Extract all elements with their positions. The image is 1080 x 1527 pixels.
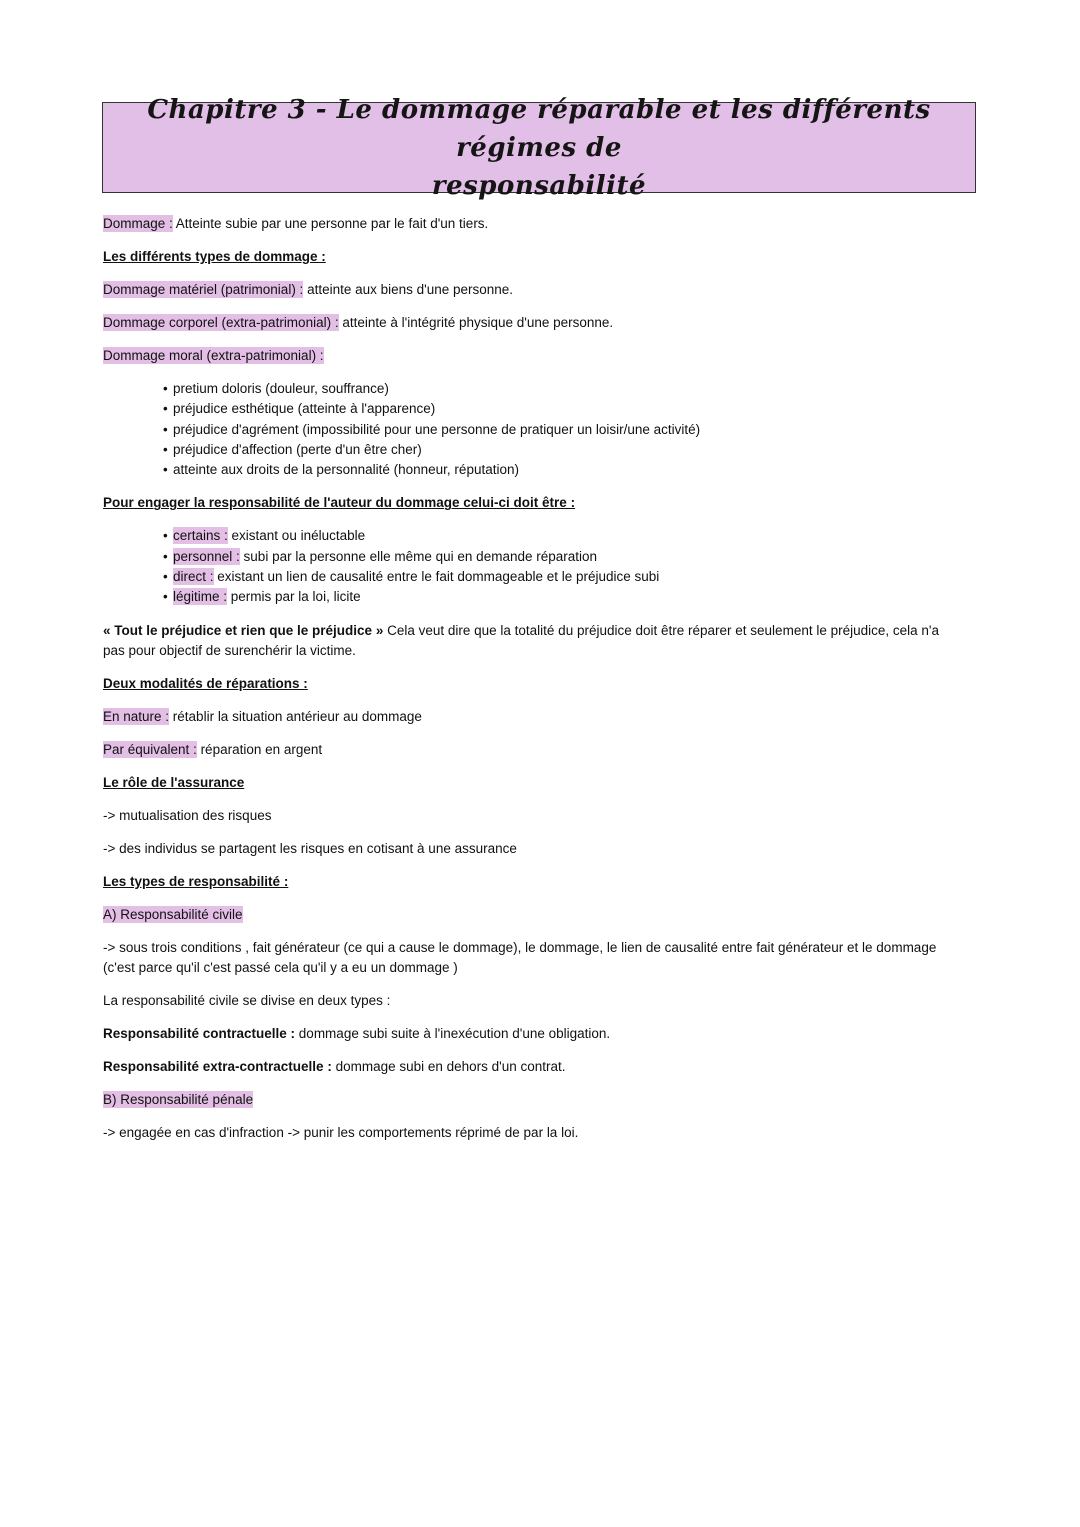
notes-content [103,214,963,1156]
list-item-text: préjudice esthétique (atteinte à l'apparence) [173,401,436,417]
condition-label: légitime : [173,589,228,605]
bullet-icon: • [163,548,168,564]
materiel-paragraph [103,280,963,300]
types-heading: Les différents types de dommage : [103,249,326,264]
list-item [163,420,963,440]
moral-label: Dommage moral (extra-patrimonial) : [103,348,324,363]
chapter-title-line-2: responsabilité [431,170,647,201]
equivalent-paragraph [103,740,963,760]
chapter-title-line-1: Chapitre 3 - Le dommage réparable et les différents régimes de [147,94,931,163]
principle-paragraph [103,621,963,661]
penale-label-paragraph [103,1090,963,1110]
nature-paragraph [103,707,963,727]
list-item [163,460,963,480]
materiel-text: atteinte aux biens d'une personne. [303,282,514,297]
contractuelle-label: Responsabilité contractuelle : [103,1025,296,1041]
moral-paragraph [103,346,963,366]
list-item-text: pretium doloris (douleur, souffrance) [173,381,389,396]
civile-split-text: La responsabilité civile se divise en deux types : [103,992,391,1008]
condition-text: subi par la personne elle même qui en demande réparation [239,548,598,564]
responsabilite-heading: Les types de responsabilité : [103,873,289,889]
definition-paragraph [103,214,963,234]
civile-label: A) Responsabilité civile [103,906,243,922]
list-item [163,379,963,399]
chapter-title-box [102,94,976,201]
assurance-line-2: -> des individus se partagent les risques en cotisant à une assurance [103,840,517,856]
bullet-icon: • [163,421,168,437]
list-item [163,440,963,460]
definition-text: Atteinte subie par une personne par le fait d'un tiers. [172,216,489,231]
list-item [163,547,963,567]
extra-contractuelle-paragraph [103,1057,963,1077]
bullet-icon: • [163,589,168,605]
principle-text: Cela veut dire que la totalité du préjudice doit être réparer et seulement le préjudice, cela n'a pas pour objectif de surenchérir la victime. [103,622,939,658]
definition-label: Dommage : [103,216,173,231]
contractuelle-text: dommage subi suite à l'inexécution d'une obligation. [295,1025,611,1041]
conditions-heading: Pour engager la responsabilité de l'auteur du dommage celui-ci doit être : [103,495,576,511]
assurance-line-1: -> mutualisation des risques [103,807,272,823]
condition-label: personnel : [173,548,240,564]
bullet-icon: • [163,528,168,544]
civile-label-paragraph [103,905,963,925]
contractuelle-paragraph [103,1024,963,1044]
conditions-list [163,526,963,607]
penale-label: B) Responsabilité pénale [103,1091,254,1107]
extra-contractuelle-text: dommage subi en dehors d'un contrat. [331,1058,566,1074]
materiel-label: Dommage matériel (patrimonial) : [103,282,304,297]
condition-text: existant ou inéluctable [227,528,366,544]
bullet-icon: • [163,401,168,417]
list-item [163,587,963,607]
list-item [163,526,963,546]
bullet-icon: • [163,462,168,478]
extra-contractuelle-label: Responsabilité extra-contractuelle : [103,1058,332,1074]
penale-text: -> engagée en cas d'infraction -> punir les comportements réprimé de par la loi. [103,1124,579,1140]
nature-text: rétablir la situation antérieur au dommage [169,708,422,724]
bullet-icon: • [163,569,168,585]
principle-quote: « Tout le préjudice et rien que le préjudice » [103,622,384,638]
list-item-text: préjudice d'affection (perte d'un être cher) [173,441,422,457]
condition-text: permis par la loi, licite [227,589,361,605]
moral-list [163,379,963,480]
bullet-icon: • [163,441,168,457]
list-item-text: préjudice d'agrément (impossibilité pour une personne de pratiquer un loisir/une activité) [173,421,701,437]
condition-text: existant un lien de causalité entre le fait dommageable et le préjudice subi [213,569,660,585]
civile-text: -> sous trois conditions , fait générateur (ce qui a cause le dommage), le dommage, le lien de causalité entre fait générateur et le dommage (c'est parce qu'il c'est passé cela qu'il y a eu un dommage ) [103,939,937,975]
corporel-text: atteinte à l'intégrité physique d'une personne. [338,315,614,330]
list-item [163,399,963,419]
nature-label: En nature : [103,708,170,724]
assurance-heading: Le rôle de l'assurance [103,774,245,790]
corporel-label: Dommage corporel (extra-patrimonial) : [103,315,339,330]
reparations-heading: Deux modalités de réparations : [103,675,308,691]
list-item-text: atteinte aux droits de la personnalité (honneur, réputation) [173,462,519,478]
equivalent-text: réparation en argent [196,741,323,757]
list-item [163,567,963,587]
equivalent-label: Par équivalent : [103,741,197,757]
condition-label: direct : [173,569,214,585]
condition-label: certains : [173,528,228,544]
corporel-paragraph [103,313,963,333]
bullet-icon: • [163,381,168,396]
